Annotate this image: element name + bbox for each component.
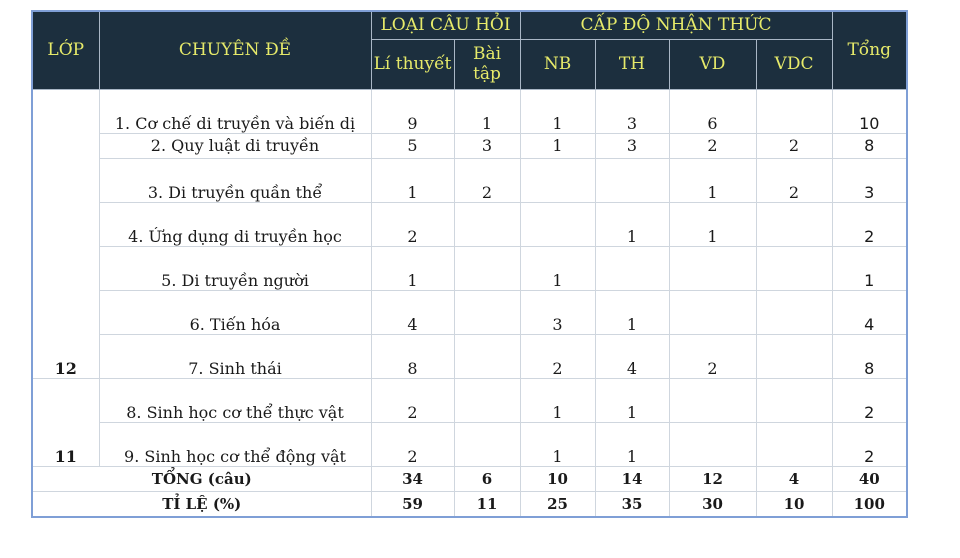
exercise-cell xyxy=(454,246,520,290)
nb-cell: 1 xyxy=(520,422,595,466)
nb-cell: 2 xyxy=(520,334,595,378)
table-row xyxy=(32,246,907,290)
th-cell: 3 xyxy=(595,89,669,133)
exercise-cell xyxy=(454,422,520,466)
header-vd: VD xyxy=(669,39,756,89)
total-row xyxy=(32,466,907,491)
th-cell: 4 xyxy=(595,334,669,378)
class-label: 11 xyxy=(32,378,99,466)
table-row xyxy=(32,378,907,422)
theory-cell: 8 xyxy=(371,334,454,378)
header-class: LỚP xyxy=(32,11,99,89)
vdc-cell xyxy=(756,246,832,290)
vdc-cell: 2 xyxy=(756,158,832,202)
table-row xyxy=(32,158,907,202)
vd-cell xyxy=(669,290,756,334)
table-row xyxy=(32,422,907,466)
nb-cell: 1 xyxy=(520,246,595,290)
th-cell: 1 xyxy=(595,378,669,422)
nb-cell: 1 xyxy=(520,378,595,422)
ratio-row xyxy=(32,491,907,517)
topic-cell: 6. Tiến hóa xyxy=(99,290,371,334)
nb-cell xyxy=(520,158,595,202)
ratio-th: 35 xyxy=(595,491,669,517)
topic-cell: 4. Ứng dụng di truyền học xyxy=(99,202,371,246)
topic-cell: 8. Sinh học cơ thể thực vật xyxy=(99,378,371,422)
vdc-cell: 2 xyxy=(756,133,832,158)
th-cell: 1 xyxy=(595,290,669,334)
topic-cell: 3. Di truyền quần thể xyxy=(99,158,371,202)
total-grand: 40 xyxy=(832,466,907,491)
header-th: TH xyxy=(595,39,669,89)
total-row-label: TỔNG (câu) xyxy=(32,466,371,491)
theory-cell: 4 xyxy=(371,290,454,334)
theory-cell: 2 xyxy=(371,202,454,246)
exam-matrix-table xyxy=(31,10,908,518)
vd-cell: 1 xyxy=(669,202,756,246)
topic-cell: 5. Di truyền người xyxy=(99,246,371,290)
exercise-cell xyxy=(454,378,520,422)
exercise-cell xyxy=(454,290,520,334)
table-row xyxy=(32,89,907,133)
vd-cell xyxy=(669,422,756,466)
total-nb: 10 xyxy=(520,466,595,491)
header-vdc: VDC xyxy=(756,39,832,89)
row-total-cell: 2 xyxy=(832,202,907,246)
vdc-cell xyxy=(756,378,832,422)
theory-cell: 1 xyxy=(371,158,454,202)
ratio-theory: 59 xyxy=(371,491,454,517)
vd-cell xyxy=(669,378,756,422)
ratio-vdc: 10 xyxy=(756,491,832,517)
vdc-cell xyxy=(756,290,832,334)
nb-cell: 1 xyxy=(520,133,595,158)
ratio-exercise: 11 xyxy=(454,491,520,517)
vd-cell: 2 xyxy=(669,133,756,158)
row-total-cell: 8 xyxy=(832,334,907,378)
total-exercise: 6 xyxy=(454,466,520,491)
ratio-row-label: TỈ LỆ (%) xyxy=(32,491,371,517)
nb-cell: 1 xyxy=(520,89,595,133)
th-cell: 1 xyxy=(595,422,669,466)
th-cell: 1 xyxy=(595,202,669,246)
total-vdc: 4 xyxy=(756,466,832,491)
exercise-cell: 1 xyxy=(454,89,520,133)
th-cell xyxy=(595,246,669,290)
table-row xyxy=(32,202,907,246)
table-row xyxy=(32,290,907,334)
theory-cell: 2 xyxy=(371,422,454,466)
topic-cell: 1. Cơ chế di truyền và biến dị xyxy=(99,89,371,133)
theory-cell: 2 xyxy=(371,378,454,422)
row-total-cell: 3 xyxy=(832,158,907,202)
row-total-cell: 8 xyxy=(832,133,907,158)
nb-cell xyxy=(520,202,595,246)
topic-cell: 9. Sinh học cơ thể động vật xyxy=(99,422,371,466)
vd-cell xyxy=(669,246,756,290)
header-nb: NB xyxy=(520,39,595,89)
row-total-cell: 2 xyxy=(832,422,907,466)
row-total-cell: 4 xyxy=(832,290,907,334)
class-label: 12 xyxy=(32,89,99,378)
vdc-cell xyxy=(756,422,832,466)
theory-cell: 9 xyxy=(371,89,454,133)
topic-cell: 7. Sinh thái xyxy=(99,334,371,378)
vd-cell: 2 xyxy=(669,334,756,378)
header-topic: CHUYÊN ĐỀ xyxy=(99,11,371,89)
topic-cell: 2. Quy luật di truyền xyxy=(99,133,371,158)
vd-cell: 6 xyxy=(669,89,756,133)
vd-cell: 1 xyxy=(669,158,756,202)
exercise-cell: 3 xyxy=(454,133,520,158)
ratio-vd: 30 xyxy=(669,491,756,517)
ratio-nb: 25 xyxy=(520,491,595,517)
th-cell xyxy=(595,158,669,202)
header-theory: Lí thuyết xyxy=(371,39,454,89)
vdc-cell xyxy=(756,334,832,378)
vdc-cell xyxy=(756,202,832,246)
table-row xyxy=(32,334,907,378)
exercise-cell xyxy=(454,334,520,378)
header-cognitive-level: CẤP ĐỘ NHẬN THỨC xyxy=(520,11,832,39)
theory-cell: 5 xyxy=(371,133,454,158)
nb-cell: 3 xyxy=(520,290,595,334)
table-row xyxy=(32,133,907,158)
exercise-cell: 2 xyxy=(454,158,520,202)
header-exercise: Bài tập xyxy=(454,39,520,89)
total-vd: 12 xyxy=(669,466,756,491)
header-question-type: LOẠI CÂU HỎI xyxy=(371,11,520,39)
vdc-cell xyxy=(756,89,832,133)
header-total: Tổng xyxy=(832,11,907,89)
theory-cell: 1 xyxy=(371,246,454,290)
ratio-grand: 100 xyxy=(832,491,907,517)
row-total-cell: 1 xyxy=(832,246,907,290)
exercise-cell xyxy=(454,202,520,246)
row-total-cell: 2 xyxy=(832,378,907,422)
total-theory: 34 xyxy=(371,466,454,491)
row-total-cell: 10 xyxy=(832,89,907,133)
th-cell: 3 xyxy=(595,133,669,158)
total-th: 14 xyxy=(595,466,669,491)
